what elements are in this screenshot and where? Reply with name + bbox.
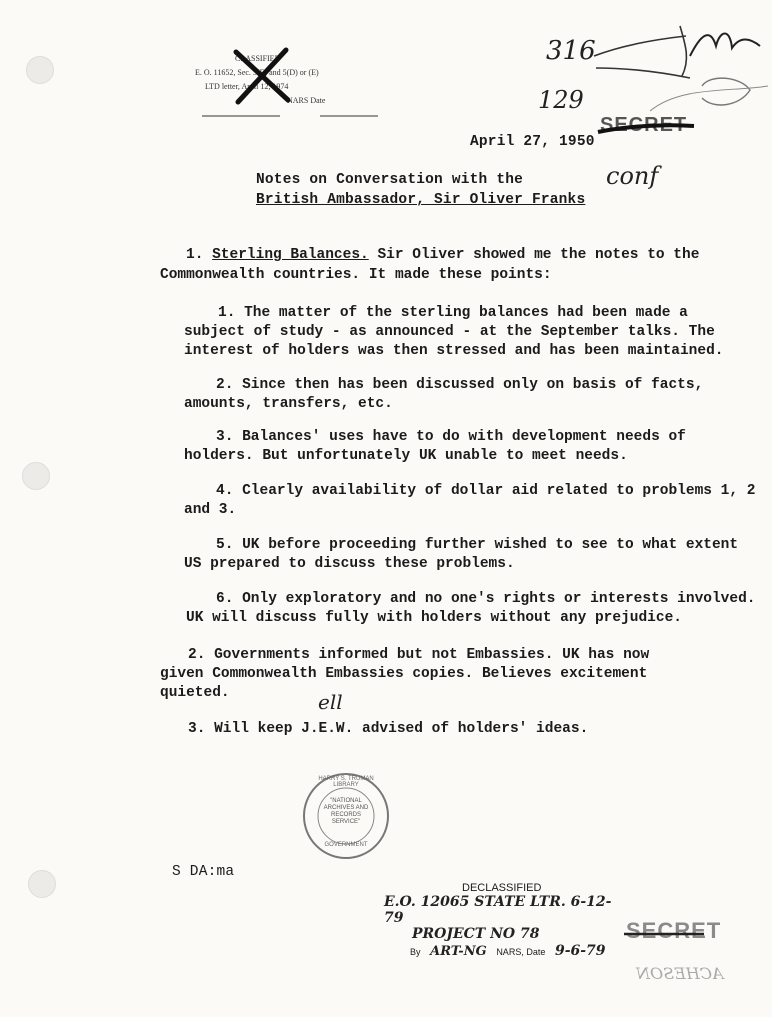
declass-stamp-line4: NARS Date xyxy=(287,96,326,105)
declassified-stamp xyxy=(384,882,614,960)
point-1-line3: interest of holders was then stressed and has been maintained. xyxy=(184,343,724,359)
file-number-handwritten: 316 xyxy=(546,36,596,66)
punch-hole-top xyxy=(26,56,54,84)
punch-hole-bottom xyxy=(28,870,56,898)
archives-seal xyxy=(300,770,392,862)
point-6-line1: 6. Only exploratory and no one's rights or interests involved. xyxy=(216,591,756,607)
title-line-1: Notes on Conversation with the xyxy=(256,172,524,188)
punch-hole-middle xyxy=(22,462,50,490)
seal-center-line1: "NATIONAL xyxy=(330,798,362,804)
declassified-line1: E.O. 12065 STATE LTR. 6-12-79 xyxy=(384,894,612,926)
point-4-line2: and 3. xyxy=(184,502,237,518)
seal-center-line2: ARCHIVES AND xyxy=(323,805,369,811)
point-2-line1: 2. Since then has been discussed only on basis of facts, xyxy=(216,377,704,393)
sub-number-handwritten: 129 xyxy=(538,86,584,114)
point-2-line2: amounts, transfers, etc. xyxy=(184,396,393,412)
conf-handwritten-note: conf xyxy=(606,162,659,190)
point-3-line1: 3. Balances' uses have to do with development needs of xyxy=(216,429,686,445)
classification-strike-top xyxy=(596,118,696,140)
paragraph-1-heading: Sterling Balances. xyxy=(212,247,369,263)
declassified-label: DECLASSIFIED xyxy=(462,882,542,894)
document-date: April 27, 1950 xyxy=(470,134,595,150)
paragraph-1-number: 1. xyxy=(186,247,204,263)
paragraph-2-line1: 2. Governments informed but not Embassies. UK has now xyxy=(188,647,650,663)
classification-bottom-text: SECRET xyxy=(626,918,722,943)
paragraph-3-line1: 3. Will keep J.E.W. advised of holders' ideas. xyxy=(188,721,589,737)
declassified-line2: PROJECT NO 78 xyxy=(412,926,540,942)
seal-center-line4: SERVICE" xyxy=(331,819,361,825)
paragraph-1-line1-rest: Sir Oliver showed me the notes to the xyxy=(368,247,700,263)
declassified-by-row xyxy=(384,942,614,960)
declassified-nars-label: NARS, Date xyxy=(496,947,546,957)
seal-bottom-text: GOVERNMENT xyxy=(324,842,368,848)
seal-center-text xyxy=(318,798,374,826)
paragraph-2-line3: quieted. xyxy=(160,685,230,701)
paragraph-2-line2: given Commonwealth Embassies copies. Believes excitement xyxy=(160,666,648,682)
handwritten-initials-scribble xyxy=(590,16,770,126)
bottom-faint-scrawl: ACHESON xyxy=(636,964,724,983)
classification-strike-bottom xyxy=(622,926,706,942)
point-3-line2: holders. But unfortunately UK unable to meet needs. xyxy=(184,448,628,464)
initials-line: S DA:ma xyxy=(172,864,235,880)
point-4-line1: 4. Clearly availability of dollar aid related to problems 1, 2 xyxy=(216,483,756,499)
seal-center-line3: RECORDS xyxy=(330,812,361,818)
point-1-line1: 1. The matter of the sterling balances had been made a xyxy=(218,305,688,321)
classification-top-text: SECRET xyxy=(600,114,688,136)
declass-stamp-line2: E. O. 11652, Sec. 3(E) and 5(D) or (E) xyxy=(195,68,319,77)
point-1-line2: subject of study - as announced - at the September talks. The xyxy=(184,324,715,340)
declass-stamp-line1: CLASSIFIED xyxy=(235,54,281,63)
point-5-line1: 5. UK before proceeding further wished to see to what extent xyxy=(216,537,739,553)
paragraph-1-line2: Commonwealth countries. It made these points: xyxy=(160,267,552,283)
handwritten-initials xyxy=(700,22,728,43)
paragraph-1 xyxy=(186,246,699,265)
stamp-underline xyxy=(200,112,380,120)
declassified-nars-value: 9-6-79 xyxy=(554,943,606,959)
jew-handwritten-initials: ell xyxy=(318,690,343,714)
seal-ring-text: HARRY S. TRUMAN LIBRARY xyxy=(318,776,374,788)
point-5-line2: US prepared to discuss these problems. xyxy=(184,556,515,572)
cross-out-mark xyxy=(228,44,298,106)
point-6-line2: UK will discuss fully with holders without any prejudice. xyxy=(186,610,682,626)
title-line-2: British Ambassador, Sir Oliver Franks xyxy=(256,192,586,208)
declassified-by-label: By xyxy=(410,947,421,957)
declass-stamp-line3: LTD letter, April 12, 1974 xyxy=(205,82,289,91)
declassified-by-value: ART-NG xyxy=(430,944,487,959)
